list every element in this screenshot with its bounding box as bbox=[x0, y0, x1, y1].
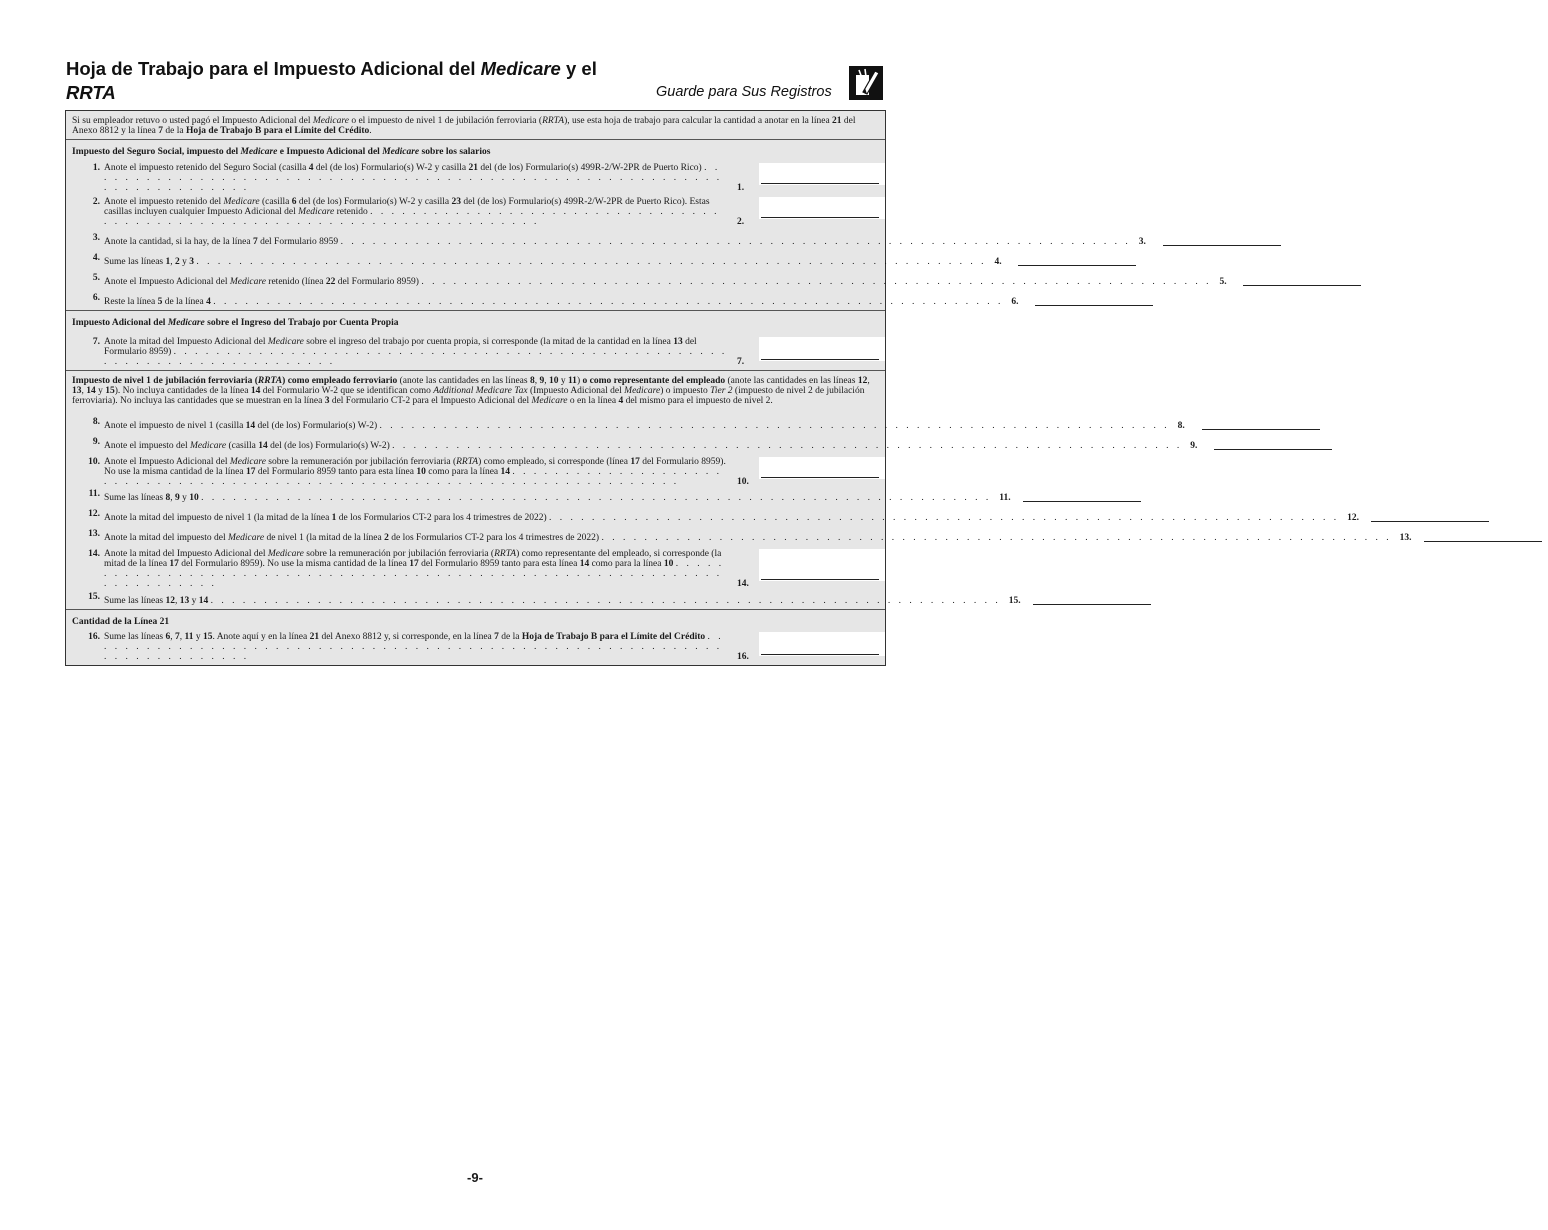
section-heading: Cantidad de la Línea 21 bbox=[72, 617, 170, 627]
title-italic: Medicare bbox=[480, 58, 561, 79]
section-line-21 bbox=[66, 610, 885, 665]
line-5: 5. Anote el Impuesto Adicional del Medicare retenido (línea 22 del Formulario 8959) . . . . . . . . . . . . . . . . . . . . . . . . . . . . . . . . . . . . . . . . . . . . . . . . . . . . . . . . . . . . . . . . . . . . . . . . . . 5. bbox=[66, 273, 885, 287]
line-6-amount-field[interactable] bbox=[1033, 293, 1159, 307]
line-3-amount-field[interactable] bbox=[1161, 233, 1287, 247]
line-4: 4. Sume las líneas 1, 2 y 3 . . . . . . . . . . . . . . . . . . . . . . . . . . . . . . . . . . . . . . . . . . . . . . . . . . . . . . . . . . . . . . . . . . . . . . . . . . 4. bbox=[66, 253, 885, 267]
line-15-amount-field[interactable] bbox=[1031, 592, 1157, 606]
line-1: 1. Anote el impuesto retenido del Seguro Social (casilla 4 del (de los) Formulario(s) W-2 y casilla 21 del (de los) Formulario(s) 499R-2/W-2PR de Puerto Rico) . . . . . . . . . . . . . . . . . . . . . . . . . . . . . . . . . . . . . . . . . . . . . . . . . . . . . . . . . . . . . . . . . . . . . . . . . . 1. bbox=[66, 163, 885, 193]
line-14: 14. Anote la mitad del Impuesto Adicional del Medicare sobre la remuneración por jubilación ferroviaria (RRTA) como representante del empleado, si corresponde (la mitad de la línea 17 del Formulario 8959). No use la misma cantidad de la línea 17 del Formulario 8959 tanto para esta línea 14 como para la línea 10 . . . . . . . . . . . . . . . . . . . . . . . . . . . . . . . . . . . . . . . . . . . . . . . . . . . . . . . . . . . . . . . . . . . . . . . . . . 14. bbox=[66, 549, 885, 589]
line-14-amount-field[interactable] bbox=[759, 549, 885, 581]
title-text-2: y el bbox=[560, 58, 597, 79]
line-10: 10. Anote el Impuesto Adicional del Medicare sobre la remuneración por jubilación ferroviaria (RRTA) como empleado, si corresponde (línea 17 del Formulario 8959). No use la misma cantidad de la línea 17 del Formulario 8959 tanto para esta línea 10 como para la línea 14 . . . . . . . . . . . . . . . . . . . . . . . . . . . . . . . . . . . . . . . . . . . . . . . . . . . . . . . . . . . . . . . . . . . . . . . . . . 10. bbox=[66, 457, 885, 487]
title-line2: RRTA bbox=[66, 82, 116, 103]
line-4-amount-field[interactable] bbox=[1016, 253, 1142, 267]
section-heading: Impuesto de nivel 1 de jubilación ferroviaria (RRTA) como empleado ferroviario (anote las cantidades en las líneas 8, 9, 10 y 11) o como representante del empleado (anote las cantidades en las líneas 12, 13, 14 y 15). No incluya cantidades de la línea 14 del Formulario W-2 que se identifican como Additional Medicare Tax (Impuesto Adicional del Medicare) o impuesto Tier 2 (impuesto de nivel 2 de jubilación ferroviaria). No incluya las cantidades que se muestran en la línea 3 del Formulario CT-2 para el Impuesto Adicional del Medicare o en la línea 4 del mismo para el impuesto de nivel 2. bbox=[72, 376, 870, 406]
section-heading: Impuesto Adicional del Medicare sobre el Ingreso del Trabajo por Cuenta Propia bbox=[72, 318, 399, 328]
line-8-amount-field[interactable] bbox=[1200, 417, 1326, 431]
section-heading: Impuesto del Seguro Social, impuesto del Medicare e Impuesto Adicional del Medicare sobre los salarios bbox=[72, 147, 491, 157]
line-9: 9. Anote el impuesto del Medicare (casilla 14 del (de los) Formulario(s) W-2) . . . . . . . . . . . . . . . . . . . . . . . . . . . . . . . . . . . . . . . . . . . . . . . . . . . . . . . . . . . . . . . . . . . . . . . . . . 9. bbox=[66, 437, 885, 451]
line-10-amount-field[interactable] bbox=[759, 457, 885, 479]
line-6: 6. Reste la línea 5 de la línea 4 . . . . . . . . . . . . . . . . . . . . . . . . . . . . . . . . . . . . . . . . . . . . . . . . . . . . . . . . . . . . . . . . . . . . . . . . . . 6. bbox=[66, 293, 885, 307]
line-13: 13. Anote la mitad del impuesto del Medicare de nivel 1 (la mitad de la línea 2 de los Formularios CT-2 para los 4 trimestres de 2022) . . . . . . . . . . . . . . . . . . . . . . . . . . . . . . . . . . . . . . . . . . . . . . . . . . . . . . . . . . . . . . . . . . . . . . . . . . 13. bbox=[66, 529, 885, 543]
line-7: 7. Anote la mitad del Impuesto Adicional del Medicare sobre el ingreso del trabajo por cuenta propia, si corresponde (la mitad de la cantidad en la línea 13 del Formulario 8959) . . . . . . . . . . . . . . . . . . . . . . . . . . . . . . . . . . . . . . . . . . . . . . . . . . . . . . . . . . . . . . . . . . . . . . . . . . 7. bbox=[66, 337, 885, 367]
pencil-paper-icon bbox=[849, 66, 883, 100]
line-12-amount-field[interactable] bbox=[1369, 509, 1495, 523]
line-11-amount-field[interactable] bbox=[1021, 489, 1147, 503]
line-16: 16. Sume las líneas 6, 7, 11 y 15. Anote aquí y en la línea 21 del Anexo 8812 y, si corresponde, en la línea 7 de la Hoja de Trabajo B para el Límite del Crédito . . . . . . . . . . . . . . . . . . . . . . . . . . . . . . . . . . . . . . . . . . . . . . . . . . . . . . . . . . . . . . . . . . . . . . . . . . 16. bbox=[66, 632, 885, 662]
line-11: 11. Sume las líneas 8, 9 y 10 . . . . . . . . . . . . . . . . . . . . . . . . . . . . . . . . . . . . . . . . . . . . . . . . . . . . . . . . . . . . . . . . . . . . . . . . . . 11. bbox=[66, 489, 885, 503]
line-1-amount-field[interactable] bbox=[759, 163, 885, 185]
section-social-security bbox=[66, 140, 1227, 311]
line-8: 8. Anote el impuesto de nivel 1 (casilla 14 del (de los) Formulario(s) W-2) . . . . . . . . . . . . . . . . . . . . . . . . . . . . . . . . . . . . . . . . . . . . . . . . . . . . . . . . . . . . . . . . . . . . . . . . . . 8. bbox=[66, 417, 885, 431]
line-12: 12. Anote la mitad del impuesto de nivel 1 (la mitad de la línea 1 de los Formularios CT-2 para los 4 trimestres de 2022) . . . . . . . . . . . . . . . . . . . . . . . . . . . . . . . . . . . . . . . . . . . . . . . . . . . . . . . . . . . . . . . . . . . . . . . . . . 12. bbox=[66, 509, 885, 523]
section-railroad-retirement bbox=[66, 371, 1412, 610]
line-2-amount-field[interactable] bbox=[759, 197, 885, 219]
line-16-amount-field[interactable] bbox=[759, 632, 885, 656]
line-13-amount-field[interactable] bbox=[1422, 529, 1548, 543]
section-self-employment bbox=[66, 311, 885, 371]
worksheet-table bbox=[65, 110, 1412, 666]
page-number: -9- bbox=[467, 1170, 483, 1185]
line-2: 2. Anote el impuesto retenido del Medicare (casilla 6 del (de los) Formulario(s) W-2 y casilla 23 del (de los) Formulario(s) 499R-2/W-2PR de Puerto Rico). Estas casillas incluyen cualquier Impuesto Adicional del Medicare retenido . . . . . . . . . . . . . . . . . . . . . . . . . . . . . . . . . . . . . . . . . . . . . . . . . . . . . . . . . . . . . . . . . . . . . . . . . . 2. bbox=[66, 197, 885, 227]
line-7-amount-field[interactable] bbox=[759, 337, 885, 361]
worksheet-title bbox=[66, 57, 666, 105]
worksheet-intro: Si su empleador retuvo o usted pagó el Impuesto Adicional del Medicare o el impuesto de nivel 1 de jubilación ferroviaria (RRTA), use esta hoja de trabajo para calcular la cantidad a anotar en la línea 21 del Anexo 8812 y la línea 7 de la Hoja de Trabajo B para el Límite del Crédito. bbox=[66, 111, 885, 140]
line-9-amount-field[interactable] bbox=[1212, 437, 1338, 451]
title-text: Hoja de Trabajo para el Impuesto Adicional del bbox=[66, 58, 481, 79]
keep-records-note: Guarde para Sus Registros bbox=[656, 84, 832, 100]
line-5-amount-field[interactable] bbox=[1241, 273, 1367, 287]
line-15: 15. Sume las líneas 12, 13 y 14 . . . . . . . . . . . . . . . . . . . . . . . . . . . . . . . . . . . . . . . . . . . . . . . . . . . . . . . . . . . . . . . . . . . . . . . . . . 15. bbox=[66, 592, 885, 606]
line-3: 3. Anote la cantidad, si la hay, de la línea 7 del Formulario 8959 . . . . . . . . . . . . . . . . . . . . . . . . . . . . . . . . . . . . . . . . . . . . . . . . . . . . . . . . . . . . . . . . . . . . . . . . . . 3. bbox=[66, 233, 885, 247]
